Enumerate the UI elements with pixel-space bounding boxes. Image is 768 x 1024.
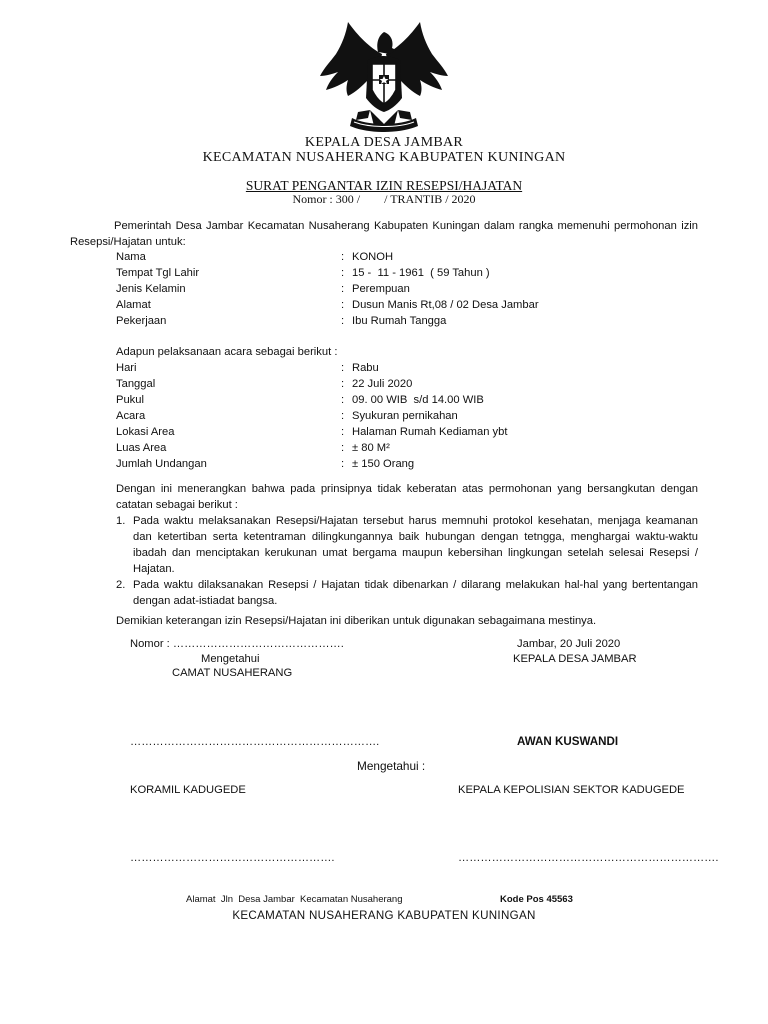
footer-address: Alamat Jln Desa Jambar Kecamatan Nusaherang	[186, 894, 403, 905]
row-value: Perempuan	[352, 283, 410, 295]
polsek-signature-line: …………………………………………………………….	[458, 852, 719, 864]
row-colon: :	[341, 315, 345, 327]
row-value: Syukuran pernikahan	[352, 410, 458, 422]
row-colon: :	[341, 410, 345, 422]
row-value: 09. 00 WIB s/d 14.00 WIB	[352, 394, 484, 406]
row-label: Tanggal	[116, 378, 156, 390]
applicant-row	[116, 313, 698, 329]
event-intro: Adapun pelaksanaan acara sebagai berikut :	[116, 346, 338, 358]
row-label: Nama	[116, 251, 146, 263]
applicant-row	[116, 281, 698, 297]
row-colon: :	[341, 394, 345, 406]
footer-kecamatan: KECAMATAN NUSAHERANG KABUPATEN KUNINGAN	[232, 909, 536, 922]
event-row	[116, 408, 698, 424]
row-value: ± 150 Orang	[352, 458, 415, 470]
kepala-desa-title: KEPALA DESA JAMBAR	[513, 653, 637, 665]
footer-postal-code: Kode Pos 45563	[500, 894, 573, 905]
row-value: Dusun Manis Rt,08 / 02 Desa Jambar	[352, 299, 539, 311]
event-row	[116, 424, 698, 440]
row-colon: :	[341, 362, 345, 374]
camat-title: CAMAT NUSAHERANG	[172, 667, 293, 679]
list-item	[116, 513, 698, 577]
event-row	[116, 392, 698, 408]
event-row	[116, 376, 698, 392]
row-value: KONOH	[352, 251, 394, 263]
camat-signature-line: ………………………………………………………….	[130, 736, 380, 748]
list-item-number: 2.	[116, 579, 126, 591]
row-colon: :	[341, 299, 345, 311]
letter-title-text: SURAT PENGANTAR IZIN RESEPSI/HAJATAN	[245, 178, 523, 193]
list-item-text: Pada waktu dilaksanakan Resepsi / Hajatan tidak dibenarkan / dilarang melakukan hal-hal yang bertentangan dengan adat-istiadat bangsa.	[133, 579, 698, 607]
mengetahui-center: Mengetahui :	[357, 759, 426, 773]
signature-nomor: Nomor : ……………………………………….	[130, 638, 344, 650]
row-colon: :	[341, 378, 345, 390]
notes-list	[116, 513, 698, 609]
row-label: Luas Area	[116, 442, 167, 454]
row-colon: :	[341, 251, 345, 263]
row-colon: :	[341, 442, 345, 454]
row-label: Hari	[116, 362, 137, 374]
row-label: Lokasi Area	[116, 426, 175, 438]
row-colon: :	[341, 283, 345, 295]
letter-number: Nomor : 300 / / TRANTIB / 2020	[292, 192, 476, 206]
garuda-emblem-icon	[318, 14, 450, 136]
mengetahui-left: Mengetahui	[201, 653, 260, 665]
applicant-row	[116, 249, 698, 265]
place-date: Jambar, 20 Juli 2020	[517, 638, 621, 650]
kepala-desa-name: AWAN KUSWANDI	[517, 735, 619, 748]
row-value: 15 - 11 - 1961 ( 59 Tahun )	[352, 267, 490, 279]
row-value: Rabu	[352, 362, 379, 374]
statement-paragraph: Dengan ini menerangkan bahwa pada prinsipnya tidak keberatan atas permohonan yang bersangkutan dengan catatan sebagai berikut :	[116, 483, 698, 511]
row-value: Halaman Rumah Kediaman ybt	[352, 426, 508, 438]
event-row	[116, 456, 698, 472]
row-label: Alamat	[116, 299, 151, 311]
row-value: Ibu Rumah Tangga	[352, 315, 447, 327]
row-label: Pekerjaan	[116, 315, 167, 327]
header-line-1: KEPALA DESA JAMBAR	[304, 135, 464, 150]
applicant-row	[116, 265, 698, 281]
list-item-number: 1.	[116, 515, 126, 527]
row-value: 22 Juli 2020	[352, 378, 413, 390]
row-colon: :	[341, 458, 345, 470]
applicant-row	[116, 297, 698, 313]
polsek-title: KEPALA KEPOLISIAN SEKTOR KADUGEDE	[458, 784, 685, 796]
row-colon: :	[341, 426, 345, 438]
row-label: Tempat Tgl Lahir	[116, 267, 200, 279]
row-label: Acara	[116, 410, 146, 422]
header-line-2: KECAMATAN NUSAHERANG KABUPATEN KUNINGAN	[202, 150, 566, 165]
koramil-signature-line: ……………………………………………….	[130, 852, 335, 864]
list-item	[116, 577, 698, 609]
list-item-text: Pada waktu melaksanakan Resepsi/Hajatan tersebut harus memnuhi protokol kesehatan, menjaga keamanan dan ketertiban serta ketentraman dilingkungannya baik hubungan dengan tetngga, menghargai waktu-waktu ibadah dan menciptakan kerukunan umat bergama maupun kebersihan lingkungan setelah selesai Resepsi / Hajatan.	[133, 515, 698, 575]
row-colon: :	[341, 267, 345, 279]
koramil-title: KORAMIL KADUGEDE	[130, 784, 246, 796]
event-row	[116, 360, 698, 376]
row-value: ± 80 M²	[352, 442, 390, 454]
intro-paragraph: Pemerintah Desa Jambar Kecamatan Nusaherang Kabupaten Kuningan dalam rangka memenuhi permohonan izin Resepsi/Hajatan untuk:	[70, 220, 698, 248]
row-label: Jenis Kelamin	[116, 283, 186, 295]
row-label: Jumlah Undangan	[116, 458, 207, 470]
row-label: Pukul	[116, 394, 144, 406]
closing-paragraph: Demikian keterangan izin Resepsi/Hajatan ini diberikan untuk digunakan sebagaimana mestinya.	[116, 615, 597, 627]
event-row	[116, 440, 698, 456]
